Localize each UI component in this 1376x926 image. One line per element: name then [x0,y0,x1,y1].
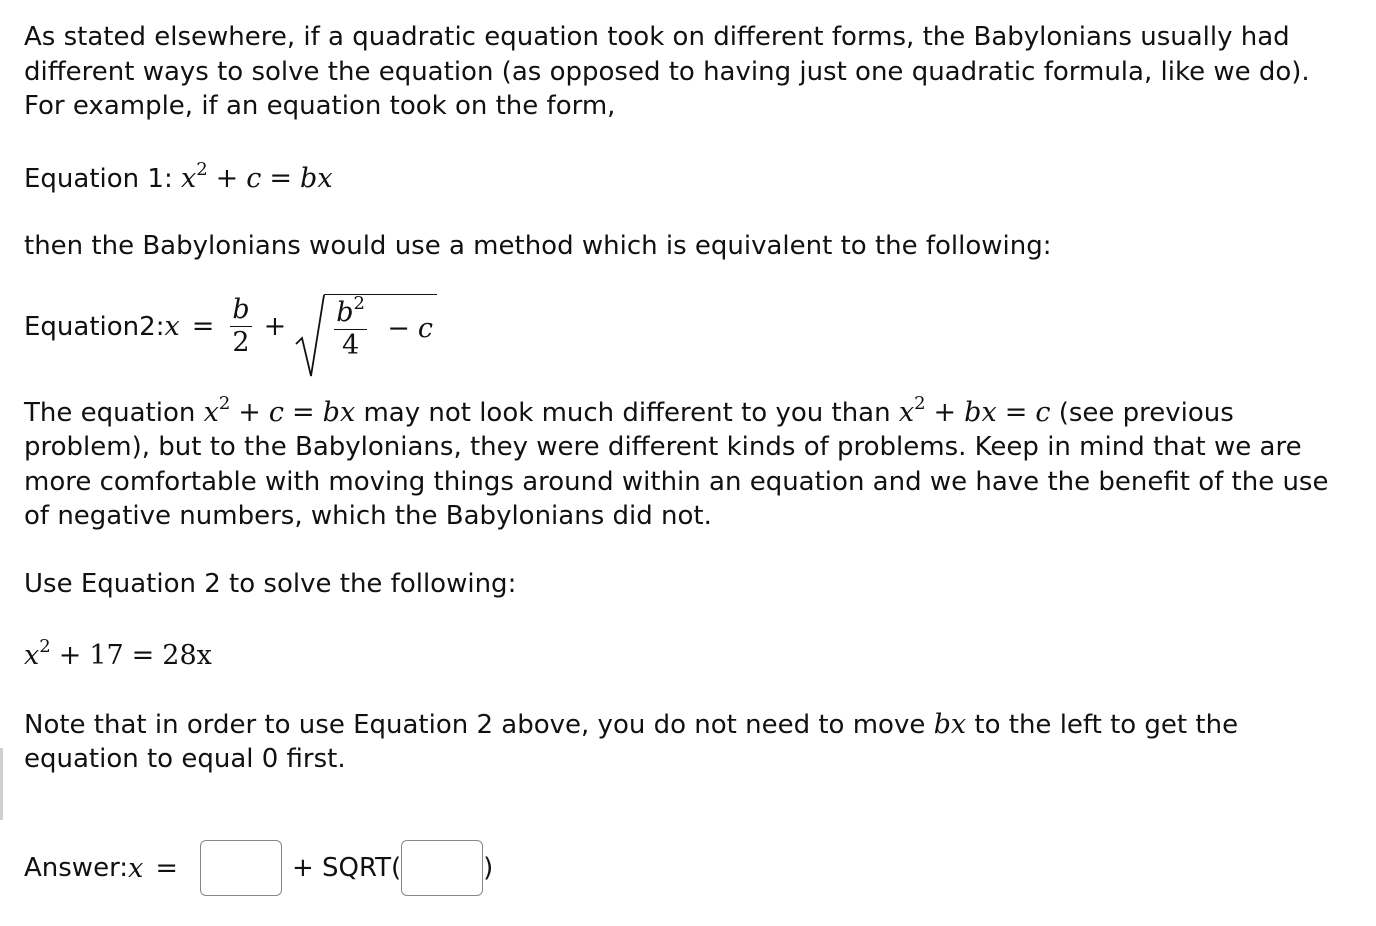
note-bx: bx [933,708,967,740]
frac1-numerator: b [232,294,250,325]
note-paragraph [24,708,1354,777]
answer-row [24,840,493,896]
frac2-denominator: 4 [342,329,360,361]
problem-x: x [24,640,40,671]
para2-exp2: 2 [914,392,926,414]
para2-bx1: bx [322,396,356,428]
equation-2 [24,294,1354,360]
para2-c2: c [1035,396,1051,428]
eq2-c: c [417,312,433,344]
answer-label: Answer: [24,853,129,883]
answer-x: x [128,852,144,884]
sqrt-close-paren: ) [483,853,494,883]
eq1-exp: 2 [196,158,208,180]
frac2-numerator [334,292,367,330]
para2-text-2: may not look much different to you than [355,397,899,428]
note-text-2: to the left to get the equation to equal 0 first. [24,709,1239,774]
problem-constant: 17 [89,640,124,671]
eq2-fraction-b-over-2 [230,296,251,357]
frac2-exp: 2 [353,292,365,314]
eq1-label: Equation 1: [24,163,181,194]
eq2-x: x [164,311,180,342]
para2-text-3: (see previous problem), but to the Babylonians, they were different kinds of problems. Keep in mind that we are more comfortable with moving things around within an equation and we have the benefit of the use of negative numbers, which the Babylonians did not. [24,397,1329,531]
eq2-equals: = [191,311,215,342]
use-paragraph: Use Equation 2 to solve the following: [24,568,517,599]
eq2-label: Equation2: [24,311,165,342]
eq1-equals: = [269,162,293,194]
eq2-fraction-b2-over-4 [334,292,367,361]
para2-plus1: + [238,396,261,428]
equation-1 [24,158,1354,197]
answer-input-1[interactable] [200,840,282,896]
radical-sign-icon [294,294,326,378]
answer-equals: = [155,852,178,884]
eq2-square-root [294,294,437,360]
eq1-rhs: bx [300,162,333,194]
answer-input-2[interactable] [401,840,483,896]
eq2-plus: + [263,311,287,342]
eq1-plus: + [215,162,239,194]
para2-equals1: = [292,396,315,428]
para2-exp1: 2 [218,392,231,414]
frac2-b: b [336,296,354,328]
problem-exp: 2 [39,636,51,657]
question-body [24,20,1354,777]
para2-x2: x [898,396,915,428]
problem-rhs: 28x [162,640,212,671]
eq1-c: c [246,162,262,194]
radicand [324,294,437,360]
para2-x1: x [203,396,219,428]
eq1-x: x [180,162,197,194]
problem-equals: = [131,640,155,671]
para2-plus2: + [933,396,957,428]
problem-equation [24,636,1354,674]
para2-equals2: = [1004,396,1028,428]
then-paragraph: then the Babylonians would use a method which is equivalent to the following: [24,231,1052,261]
note-text-1: Note that in order to use Equation 2 above, you do not need to move [24,709,934,740]
sqrt-label: + SQRT( [291,853,402,883]
para2-bx2: bx [964,396,997,428]
problem-plus: + [58,640,82,671]
intro-paragraph: As stated elsewhere, if a quadratic equation took on different forms, the Babylonians usually had different ways to solve the equation (as opposed to having just one quadratic formula, like we do). For example, if an equation took on the form, [24,22,1310,121]
comparison-paragraph [24,392,1354,534]
eq2-minus: − [387,312,410,344]
para2-c1: c [268,396,285,428]
para2-text-1: The equation [24,397,204,428]
focus-bar [0,748,3,820]
frac1-denominator: 2 [232,327,250,358]
